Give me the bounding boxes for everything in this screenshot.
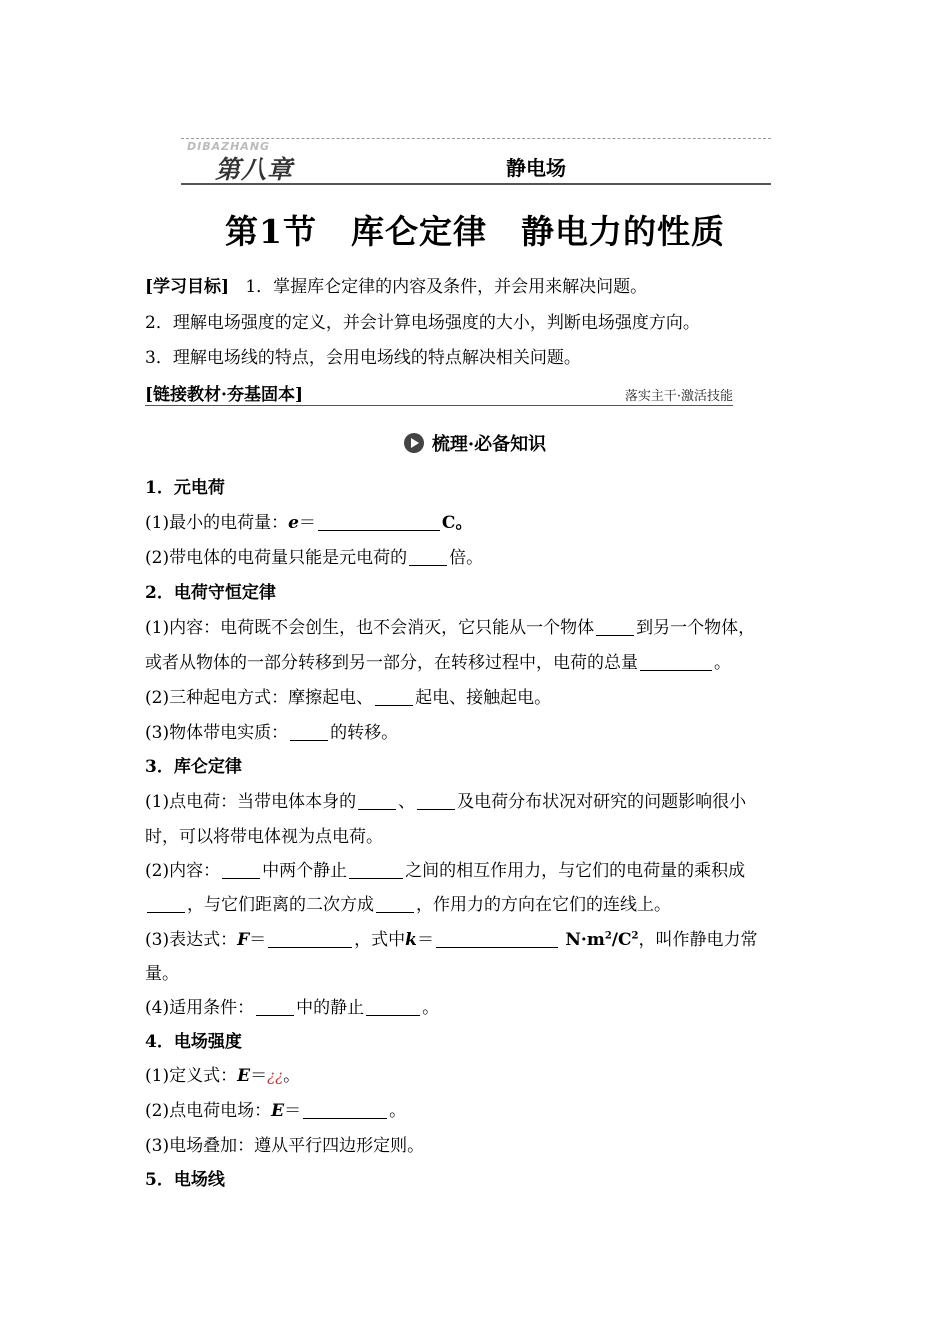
header-bottom-rule xyxy=(181,183,771,185)
para-3-3-cont: 量。 xyxy=(145,964,179,984)
goal-item: 2．理解电场强度的定义，并会计算电场强度的大小，判断电场强度方向。 xyxy=(145,313,700,333)
unit-exp: 2 xyxy=(604,930,612,942)
text: 到另一个物体， xyxy=(636,618,756,638)
text: (3)表达式： xyxy=(145,930,238,950)
text: 起电、接触起电。 xyxy=(415,688,552,708)
para-1-2 xyxy=(145,543,483,568)
text: ＝ xyxy=(416,930,434,950)
subheading xyxy=(0,430,950,456)
fill-blank[interactable] xyxy=(409,548,447,566)
heading-3: 3．库仑定律 xyxy=(145,757,242,777)
unit: N·m xyxy=(565,930,605,950)
text: 、 xyxy=(398,792,416,812)
fill-blank[interactable] xyxy=(349,861,403,879)
para-4-2 xyxy=(145,1096,406,1121)
text: 。 xyxy=(714,653,731,673)
text: ，作用力的方向在它们的连线上。 xyxy=(416,895,671,915)
fill-blank[interactable] xyxy=(376,895,414,913)
para-4-3: (3)电场叠加：遵从平行四边形定则。 xyxy=(145,1136,425,1156)
para-4-1 xyxy=(145,1061,300,1086)
text: 或者从物体的一部分转移到另一部分，在转移过程中，电荷的总量 xyxy=(145,653,638,673)
text: ，叫作静电力常 xyxy=(638,930,758,950)
para-3-1-cont: 时，可以将带电体视为点电荷。 xyxy=(145,827,383,847)
text: 。 xyxy=(283,1066,301,1086)
para-1-1 xyxy=(145,508,472,533)
text: (1)最小的电荷量： xyxy=(145,513,289,533)
link-bar xyxy=(145,380,733,406)
para-3-3 xyxy=(145,925,758,950)
goal-item: 1．掌握库仑定律的内容及条件，并会用来解决问题。 xyxy=(245,277,648,297)
unit-exp: 2 xyxy=(631,930,639,942)
goals-label: [学习目标] xyxy=(145,277,230,297)
text: 中的静止 xyxy=(296,998,365,1018)
unit: /C xyxy=(611,930,632,950)
text: (4)适用条件： xyxy=(145,998,255,1018)
text: (2)带电体的电荷量只能是元电荷的 xyxy=(145,548,408,568)
text: ＝ xyxy=(298,513,316,533)
fill-blank[interactable] xyxy=(268,930,352,948)
text: ＝ xyxy=(249,930,267,950)
var-F: F xyxy=(237,930,250,950)
text: (2)点电荷电场： xyxy=(145,1101,272,1121)
goals-line-1 xyxy=(145,272,647,297)
fill-blank[interactable] xyxy=(290,723,328,741)
text: 及电荷分布状况对研究的问题影响很小 xyxy=(457,792,747,812)
text: ，式中 xyxy=(354,930,406,950)
text: 。 xyxy=(422,998,440,1018)
formula-glyph: ¿¿ xyxy=(267,1067,284,1085)
link-bar-rule xyxy=(145,405,733,406)
subheading-text: 梳理·必备知识 xyxy=(431,434,547,455)
fill-blank[interactable] xyxy=(256,998,294,1016)
para-3-2-cont xyxy=(145,890,671,915)
var-E: E xyxy=(271,1101,285,1121)
text: ＝ xyxy=(284,1101,302,1121)
chapter-label: 第八章 xyxy=(215,155,294,184)
fill-blank[interactable] xyxy=(596,618,634,636)
text: (2)内容： xyxy=(145,861,221,881)
text: (1)内容：电荷既不会创生，也不会消灭，它只能从一个物体 xyxy=(145,618,595,638)
fill-blank[interactable] xyxy=(417,792,455,810)
text: (1)点电荷：当带电体本身的 xyxy=(145,792,357,812)
text: 。 xyxy=(389,1101,407,1121)
chapter-pinyin: DIBAZHANG xyxy=(187,140,271,153)
fill-blank[interactable] xyxy=(358,792,396,810)
para-2-2 xyxy=(145,683,551,708)
text: C。 xyxy=(441,513,473,533)
text: (1)定义式： xyxy=(145,1066,238,1086)
para-2-1 xyxy=(145,613,755,638)
link-bar-left: [链接教材·夯基固本] xyxy=(145,385,304,405)
heading-2: 2．电荷守恒定律 xyxy=(145,583,276,603)
text: (2)三种起电方式：摩擦起电、 xyxy=(145,688,374,708)
header-top-rule xyxy=(181,138,771,139)
fill-blank[interactable] xyxy=(222,861,260,879)
text: ，与它们距离的二次方成 xyxy=(187,895,374,915)
goal-item: 3．理解电场线的特点，会用电场线的特点解决相关问题。 xyxy=(145,348,581,368)
link-bar-right: 落实主干·激活技能 xyxy=(624,389,733,404)
var-e: e xyxy=(288,513,299,533)
fill-blank[interactable] xyxy=(303,1101,387,1119)
text: 的转移。 xyxy=(330,723,399,743)
fill-blank[interactable] xyxy=(147,895,185,913)
play-circle-icon xyxy=(404,433,424,453)
text: (3)物体带电实质： xyxy=(145,723,289,743)
var-k: k xyxy=(405,930,417,950)
chapter-header xyxy=(181,136,771,186)
para-2-1-cont xyxy=(145,648,731,673)
heading-4: 4．电场强度 xyxy=(145,1032,242,1052)
para-3-1 xyxy=(145,787,746,812)
fill-blank[interactable] xyxy=(436,930,558,948)
var-E: E xyxy=(237,1066,251,1086)
text: ＝ xyxy=(250,1066,268,1086)
chapter-name: 静电场 xyxy=(506,156,566,180)
heading-1: 1．元电荷 xyxy=(145,478,225,498)
fill-blank[interactable] xyxy=(375,688,413,706)
section-title: 第1节 库仑定律 静电力的性质 xyxy=(225,212,725,251)
text: 中两个静止 xyxy=(262,861,348,881)
text: 之间的相互作用力，与它们的电荷量的乘积成 xyxy=(405,861,746,881)
fill-blank[interactable] xyxy=(640,653,712,671)
fill-blank[interactable] xyxy=(366,998,420,1016)
fill-blank[interactable] xyxy=(318,513,440,531)
para-3-2 xyxy=(145,856,745,881)
heading-5: 5．电场线 xyxy=(145,1170,225,1190)
para-2-3 xyxy=(145,718,398,743)
text: 倍。 xyxy=(449,548,484,568)
para-3-4 xyxy=(145,993,439,1018)
